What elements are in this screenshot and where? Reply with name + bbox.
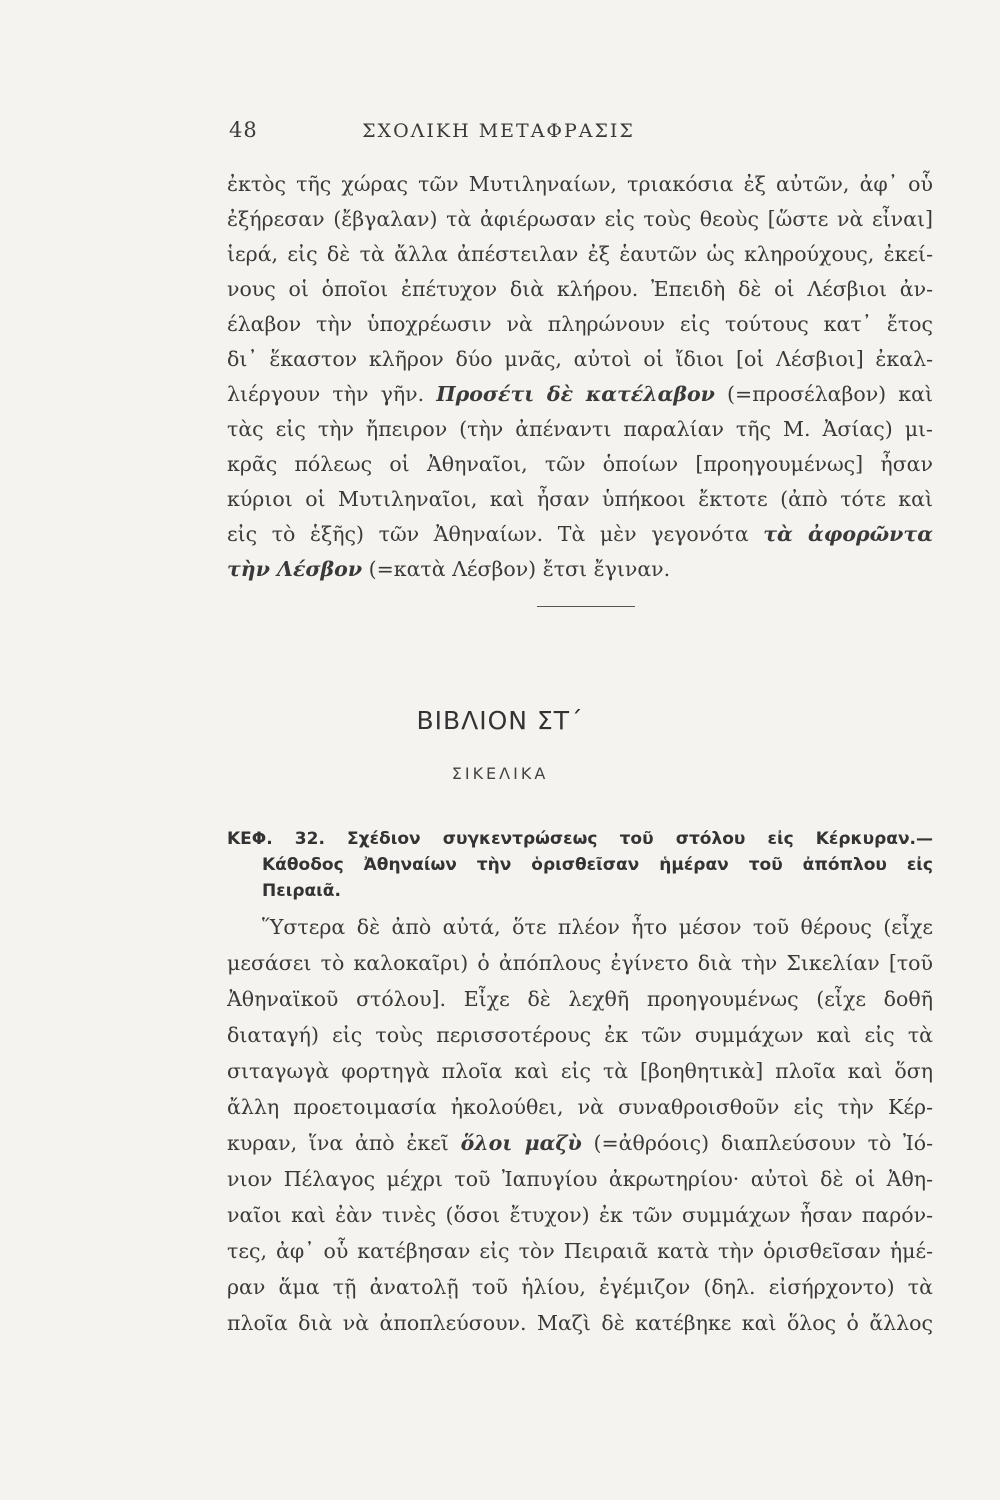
text-line: ἄλλη προετοιμασία ἠκολούθει, νὰ συναθροισθοῦν εἰς τὴν Κέρ-	[227, 1095, 933, 1119]
text-line: Ὕστερα δὲ ἀπὸ αὐτά, ὅτε πλέον ἦτο μέσον τοῦ θέρους (εἶχε	[262, 915, 933, 939]
text-line: νιον Πέλαγος μέχρι τοῦ Ἰαπυγίου ἀκρωτηρίου· αὐτοὶ δὲ οἱ Ἀθη-	[227, 1167, 933, 1191]
chapter-heading-line: ΚΕΦ. 32. Σχέδιον συγκεντρώσεως τοῦ στόλου εἰς Κέρκυραν.—	[227, 829, 933, 849]
text-line: ἱερά, εἰς δὲ τὰ ἄλλα ἀπέστειλαν ἐξ ἑαυτῶν ὡς κληρούχους, ἐκεί-	[227, 242, 933, 266]
text-line: έλαβον τὴν ὑποχρέωσιν νὰ πληρώνουν εἰς τούτους κατ᾽ ἔτος	[227, 312, 933, 336]
text-line: ναῖοι καὶ ἐὰν τινὲς (ὅσοι ἔτυχον) ἐκ τῶν συμμάχων ἦσαν παρόν-	[227, 1203, 933, 1227]
text-line: τὴν Λέσβον (=κατὰ Λέσβον) ἔτσι ἔγιναν.	[227, 557, 671, 581]
text-line: εἰς τὸ ἑξῆς) τῶν Ἀθηναίων. Τὰ μὲν γεγονότα τὰ ἀφορῶντα	[227, 522, 933, 546]
book-subtitle: ΣΙΚΕΛΙΚΑ	[451, 764, 549, 783]
emphasized-phrase: Προσέτι δὲ κατέλαβον	[436, 382, 715, 406]
text-line: νους οἱ ὁποῖοι ἐπέτυχον διὰ κλήρου. Ἐπειδὴ δὲ οἱ Λέσβιοι ἀν-	[227, 277, 933, 301]
text-line: δι᾽ ἕκαστον κλῆρον δύο μνᾶς, αὐτοὶ οἱ ἴδιοι [οἱ Λέσβιοι] ἐκαλ-	[227, 347, 933, 371]
text-line: τες, ἀφ᾽ οὗ κατέβησαν εἰς τὸν Πειραιᾶ κατὰ τὴν ὁρισθεῖσαν ἡμέ-	[227, 1239, 933, 1263]
book-title: ΒΙΒΛΙΟΝ ΣΤ΄	[416, 706, 584, 735]
text-line: Ἀθηναϊκοῦ στόλου]. Εἶχε δὲ λεχθῆ προηγουμένως (εἶχε δοθῆ	[227, 987, 933, 1011]
chapter-heading-line: Πειραιᾶ.	[262, 881, 341, 901]
text-line: πλοῖα διὰ νὰ ἀποπλεύσουν. Μαζὶ δὲ κατέβηκε καὶ ὅλος ὁ ἄλλος	[227, 1311, 933, 1335]
text-line: ραν ἅμα τῇ ἀνατολῇ τοῦ ἡλίου, ἐγέμιζον (δηλ. εἰσήρχοντο) τὰ	[227, 1275, 933, 1299]
text-line: κυραν, ἵνα ἀπὸ ἐκεῖ ὅλοι μαζὺ (=ἀθρόοις) διαπλεύσουν τὸ Ἰό-	[227, 1131, 933, 1155]
text-line: λιέργουν τὴν γῆν. Προσέτι δὲ κατέλαβον (=προσέλαβον) καὶ	[227, 382, 933, 406]
chapter-heading-line: Κάθοδος Ἀθηναίων τὴν ὁρισθεῖσαν ἡμέραν τοῦ ἀπόπλου εἰς	[262, 855, 933, 875]
text-line: ἐκτὸς τῆς χώρας τῶν Μυτιληναίων, τριακόσια ἐξ αὐτῶν, ἀφ᾽ οὗ	[227, 172, 933, 196]
page-header	[229, 118, 768, 148]
text-line: ἐξήρεσαν (ἔβγαλαν) τὰ ἀφιέρωσαν εἰς τοὺς θεοὺς [ὥστε νὰ εἶναι]	[227, 207, 933, 231]
emphasized-phrase: τὰ ἀφορῶντα	[763, 522, 933, 546]
text-line: μεσάσει τὸ καλοκαῖρι) ὁ ἀπόπλους ἐγίνετο διὰ τὴν Σικελίαν [τοῦ	[227, 951, 933, 975]
text-line: διαταγή) εἰς τοὺς περισσοτέρους ἐκ τῶν συμμάχων καὶ εἰς τὰ	[227, 1023, 933, 1047]
emphasized-phrase: ὅλοι μαζὺ	[460, 1131, 582, 1155]
text-line: κρᾶς πόλεως οἱ Ἀθηναῖοι, τῶν ὁποίων [προηγουμένως] ἦσαν	[227, 452, 933, 476]
text-line: σιταγωγὰ φορτηγὰ πλοῖα καὶ εἰς τὰ [βοηθητικὰ] πλοῖα καὶ ὅση	[227, 1059, 933, 1083]
page-number: 48	[229, 118, 258, 142]
text-line: κύριοι οἱ Μυτιληναῖοι, καὶ ἦσαν ὑπήκοοι ἔκτοτε (ἀπὸ τότε καὶ	[227, 487, 933, 511]
text-line: τὰς εἰς τὴν ἤπειρον (τὴν ἀπέναντι παραλίαν τῆς Μ. Ἀσίας) μι-	[227, 417, 933, 441]
section-divider	[537, 606, 635, 607]
emphasized-phrase: τὴν Λέσβον	[227, 557, 363, 581]
running-title: ΣΧΟΛΙΚΗ ΜΕΤΑΦΡΑΣΙΣ	[362, 120, 635, 142]
